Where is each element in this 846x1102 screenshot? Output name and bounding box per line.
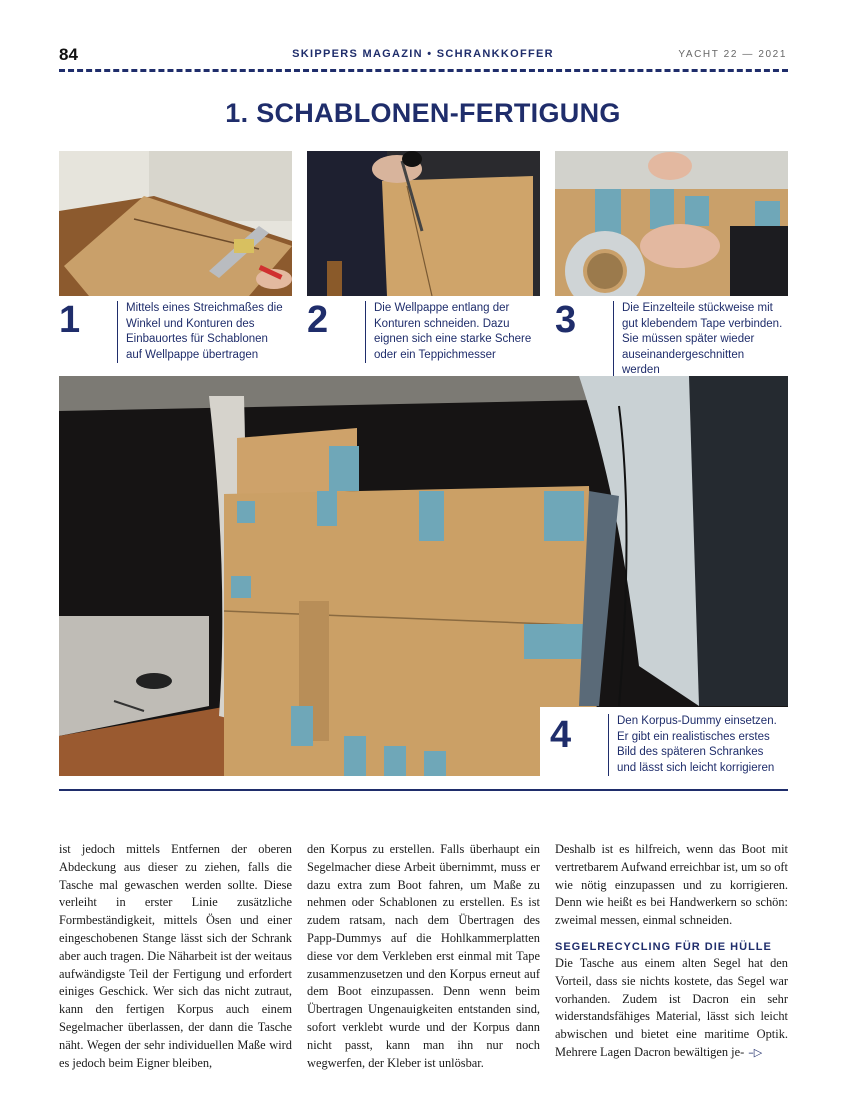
step-text: Die Wellpappe entlang der Konturen schneiden. Dazu eignen sich eine starke Schere oder ein Teppichmesser bbox=[365, 301, 535, 363]
page-number: 84 bbox=[59, 45, 78, 64]
subheading: SEGELRECYCLING FÜR DIE HÜLLE bbox=[555, 940, 772, 953]
step-text: Die Einzelteile stückweise mit gut klebendem Tape verbinden. Sie müssen später wieder auseinandergeschnitten werden bbox=[613, 301, 783, 379]
section-rule bbox=[59, 789, 788, 791]
step-number: 2 bbox=[307, 299, 329, 341]
body-column-2 bbox=[307, 841, 540, 1072]
step-text: Mittels eines Streichmaßes die Winkel und Konturen des Einbauortes für Schablonen auf Wellpappe übertragen bbox=[117, 301, 287, 363]
photo-cutting-scissors bbox=[307, 151, 540, 296]
continue-arrow-icon: –▷ bbox=[748, 1045, 763, 1059]
paragraph-text: Die Tasche aus einem alten Segel hat den Vorteil, dass sie nichts kostete, das Segel war vorhanden. Zudem ist Dacron ein sehr widerstandsfähiges Material, lässt sich leicht abwischen und bietet eine maritime Optik. Mehrere Lagen Dacron bewältigen je- bbox=[555, 955, 788, 1059]
section-title: 1. SCHABLONEN-FERTIGUNG bbox=[225, 98, 621, 128]
photo-marking-gauge bbox=[59, 151, 292, 296]
paragraph: ist jedoch mittels Entfernen der oberen Abdeckung aus dieser zu ziehen, falls die Tasche mal gewaschen werden sollte. Diese verleiht in erster Linie zusätzliche Formbeständigkeit, mittels Ösen und einer eingeschobenen Stange lässt sich der Schrank aber auch tragen. Die Näharbeit ist der weitaus aufwändigste Teil der Fertigung und erfordert einiges Geschick. Wer sich das nicht zutraut, kann den fertigen Korpus auch einem Segelmacher überlassen, der dann die Tasche näht. Wegen der sehr individuellen Maße wird es jedoch beim Eigner bleiben, bbox=[59, 842, 292, 1070]
step-caption-2 bbox=[307, 300, 540, 368]
body-column-1 bbox=[59, 841, 292, 1072]
step-caption-3 bbox=[555, 299, 788, 376]
step-number: 3 bbox=[555, 299, 577, 341]
step-caption-1 bbox=[59, 300, 292, 368]
paragraph: Deshalb ist es hilfreich, wenn das Boot mit vertretbarem Aufwand erreichbar ist, um so oft wie nötig einzupassen und zu korrigieren. Denn wie heißt es bei Handwerkern so schön: zweimal messen, einmal schneiden. bbox=[555, 842, 788, 928]
step-number: 4 bbox=[550, 714, 572, 756]
issue-label: YACHT 22 — 2021 bbox=[678, 49, 787, 60]
photo-taping bbox=[555, 151, 788, 296]
running-head: SKIPPERS MAGAZIN • SCHRANKKOFFER bbox=[292, 48, 554, 60]
step-text: Den Korpus-Dummy einsetzen. Er gibt ein realistisches erstes Bild des späteren Schrankes und lässt sich leicht korrigieren bbox=[608, 714, 784, 776]
header-rule bbox=[59, 69, 788, 72]
body-column-3 bbox=[555, 841, 788, 1062]
paragraph: den Korpus zu erstellen. Falls überhaupt ein Segelmacher diese Arbeit übernimmt, muss er dazu extra zum Boot fahren, um Maße zu nehmen oder Schablonen zu erstellen. Es ist zudem ratsam, nach dem Übertragen des Papp-Dummys auf die Hohlkammerplatten diese vor dem Verkleben erst einmal mit Tape zusammenzusetzen und den Korpus erneut auf dem Boot einzupassen. Denn wenn beim Übertragen Ungenauigkeiten entstanden sind, sofort verklebt wurde und der Korpus dann nicht passt, kann man ihn nur noch wegwerfen, der Kleber ist unlösbar. bbox=[307, 842, 540, 1070]
step-number: 1 bbox=[59, 299, 81, 341]
paragraph bbox=[555, 955, 788, 1062]
step-caption-4 bbox=[540, 707, 788, 776]
